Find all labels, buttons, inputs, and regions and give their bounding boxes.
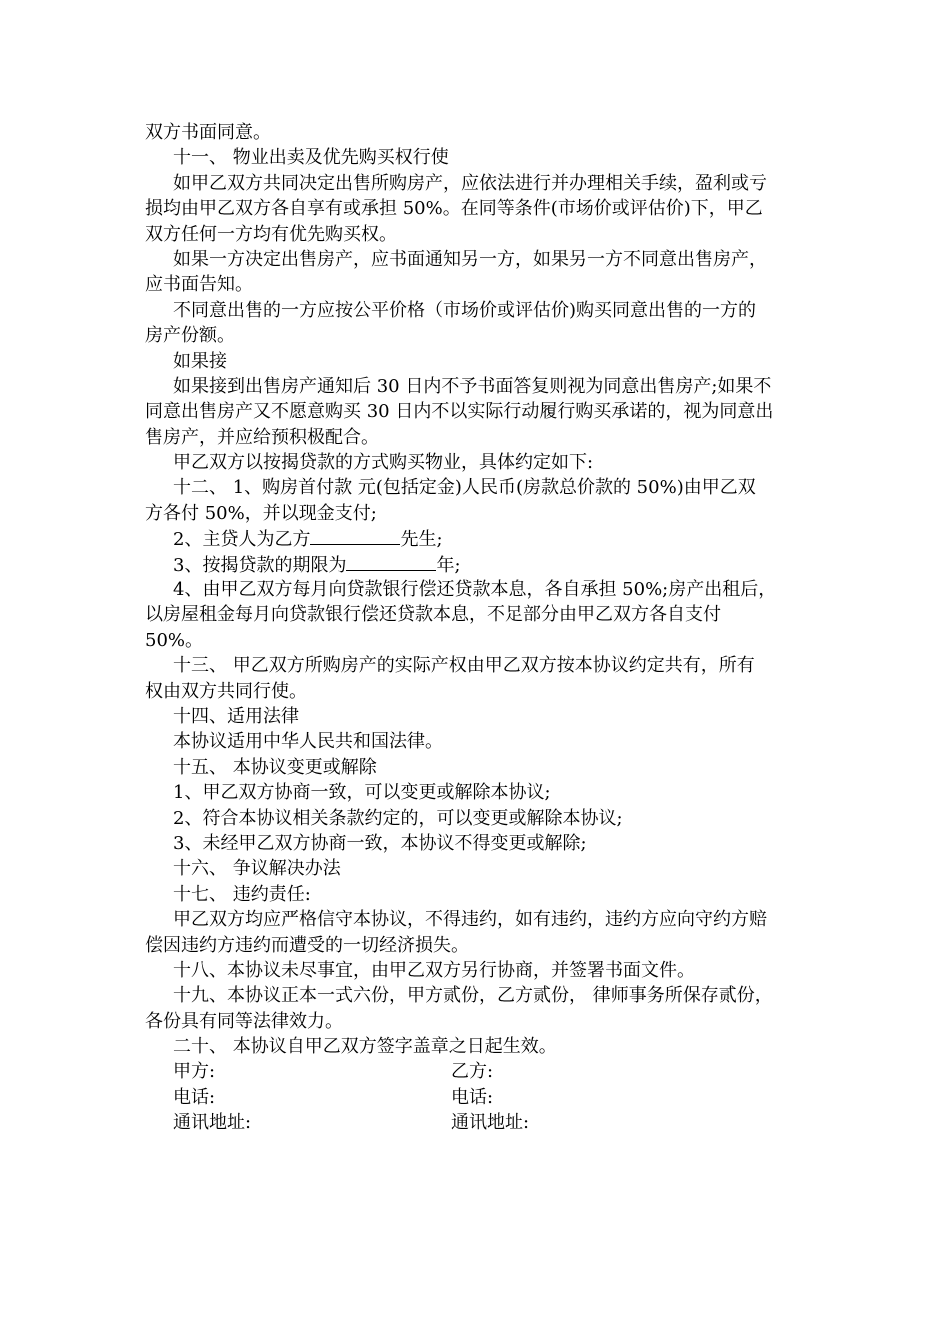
- paragraph-line: 售房产，并应给预积极配合。: [145, 426, 379, 448]
- paragraph-line: 如果接到出售房产通知后 30 日内不予书面答复则视为同意出售房产;如果不: [173, 375, 772, 397]
- paragraph-line: 双方任何一方均有优先购买权。: [145, 223, 397, 245]
- paragraph-line: 同意出售房产又不愿意购买 30 日内不以实际行动履行购买承诺的，视为同意出: [145, 401, 774, 423]
- paragraph-line: 4、由甲乙双方每月向贷款银行偿还贷款本息，各自承担 50%;房产出租后，: [173, 579, 777, 601]
- paragraph-line: 二十、 本协议自甲乙双方签字盖章之日起生效。: [173, 1036, 557, 1058]
- paragraph-line: 甲乙双方均应严格信守本协议，不得违约，如有违约，违约方应向守约方赔: [173, 909, 767, 931]
- loan-term-label: 3、按揭贷款的期限为: [173, 554, 347, 576]
- party-b-field-label: 通讯地址:: [451, 1112, 530, 1134]
- paragraph-line: 不同意出售的一方应按公平价格（市场价或评估价)购买同意出售的一方的: [173, 299, 757, 321]
- paragraph-line: 如果接: [173, 350, 227, 372]
- paragraph-line: 2、符合本协议相关条款约定的，可以变更或解除本协议;: [173, 807, 623, 829]
- document-body: [145, 120, 810, 1136]
- paragraph-line: 损均由甲乙双方各自享有或承担 50%。在同等条件(市场价或评估价)下，甲乙: [145, 198, 763, 220]
- loan-borrower-suffix: 先生;: [400, 529, 443, 551]
- borrower-blank: [310, 526, 400, 545]
- paragraph-line: 3、未经甲乙双方协商一致，本协议不得变更或解除;: [173, 832, 587, 854]
- paragraph-line: 十三、 甲乙双方所购房产的实际产权由甲乙双方按本协议约定共有，所有: [173, 655, 755, 677]
- loan-borrower-line: [145, 526, 810, 551]
- term-blank: [346, 552, 436, 571]
- party-b-field-label: 电话:: [451, 1086, 494, 1108]
- paragraph-line: 十九、本协议正本一式六份，甲方贰份，乙方贰份， 律师事务所保存贰份，: [173, 985, 773, 1007]
- paragraph-line: 双方书面同意。: [145, 122, 271, 143]
- paragraph-line: 各份具有同等法律效力。: [145, 1010, 343, 1032]
- paragraph-line: 甲乙双方以按揭贷款的方式购买物业，具体约定如下:: [173, 452, 594, 474]
- paragraph-line: 十四、适用法律: [173, 705, 299, 727]
- loan-term-suffix: 年;: [436, 554, 461, 576]
- paragraph-line: 应书面告知。: [145, 274, 253, 296]
- party-b-field-label: 乙方:: [451, 1061, 494, 1083]
- paragraph-line: 1、甲乙双方协商一致，可以变更或解除本协议;: [173, 782, 551, 804]
- paragraph-line: 本协议适用中华人民共和国法律。: [173, 731, 443, 753]
- paragraph-line: 十五、 本协议变更或解除: [173, 756, 377, 778]
- paragraph-line: 偿因违约方违约而遭受的一切经济损失。: [145, 934, 469, 956]
- paragraph-line: 十二、 1、购房首付款 元(包括定金)人民币(房款总价款的 50%)由甲乙双: [173, 477, 756, 499]
- loan-term-line: [145, 552, 810, 577]
- paragraph-line: 如果一方决定出售房产，应书面通知另一方，如果另一方不同意出售房产，: [173, 248, 767, 270]
- signature-block: [145, 1059, 810, 1135]
- text-block-2: [145, 577, 810, 1059]
- paragraph-line: 房产份额。: [145, 325, 235, 347]
- signature-row: [145, 1085, 810, 1110]
- paragraph-line: 50%。: [145, 629, 204, 651]
- signature-row: [145, 1059, 810, 1084]
- party-a-field-label: 甲方:: [173, 1061, 216, 1083]
- paragraph-line: 十六、 争议解决办法: [173, 858, 341, 880]
- paragraph-line: 十七、 违约责任:: [173, 883, 311, 905]
- paragraph-line: 如甲乙双方共同决定出售所购房产，应依法进行并办理相关手续，盈利或亏: [173, 172, 767, 194]
- paragraph-line: 权由双方共同行使。: [145, 680, 307, 702]
- paragraph-line: 十八、本协议未尽事宜，由甲乙双方另行协商，并签署书面文件。: [173, 959, 695, 981]
- paragraph-line: 以房屋租金每月向贷款银行偿还贷款本息，不足部分由甲乙双方各自支付: [145, 604, 721, 626]
- loan-borrower-label: 2、主贷人为乙方: [173, 529, 311, 551]
- signature-row: [145, 1110, 810, 1135]
- text-block-1: [145, 120, 810, 526]
- party-a-field-label: 通讯地址:: [173, 1112, 252, 1134]
- paragraph-line: 十一、 物业出卖及优先购买权行使: [173, 147, 449, 169]
- party-a-field-label: 电话:: [173, 1086, 216, 1108]
- paragraph-line: 方各付 50%，并以现金支付;: [145, 502, 377, 524]
